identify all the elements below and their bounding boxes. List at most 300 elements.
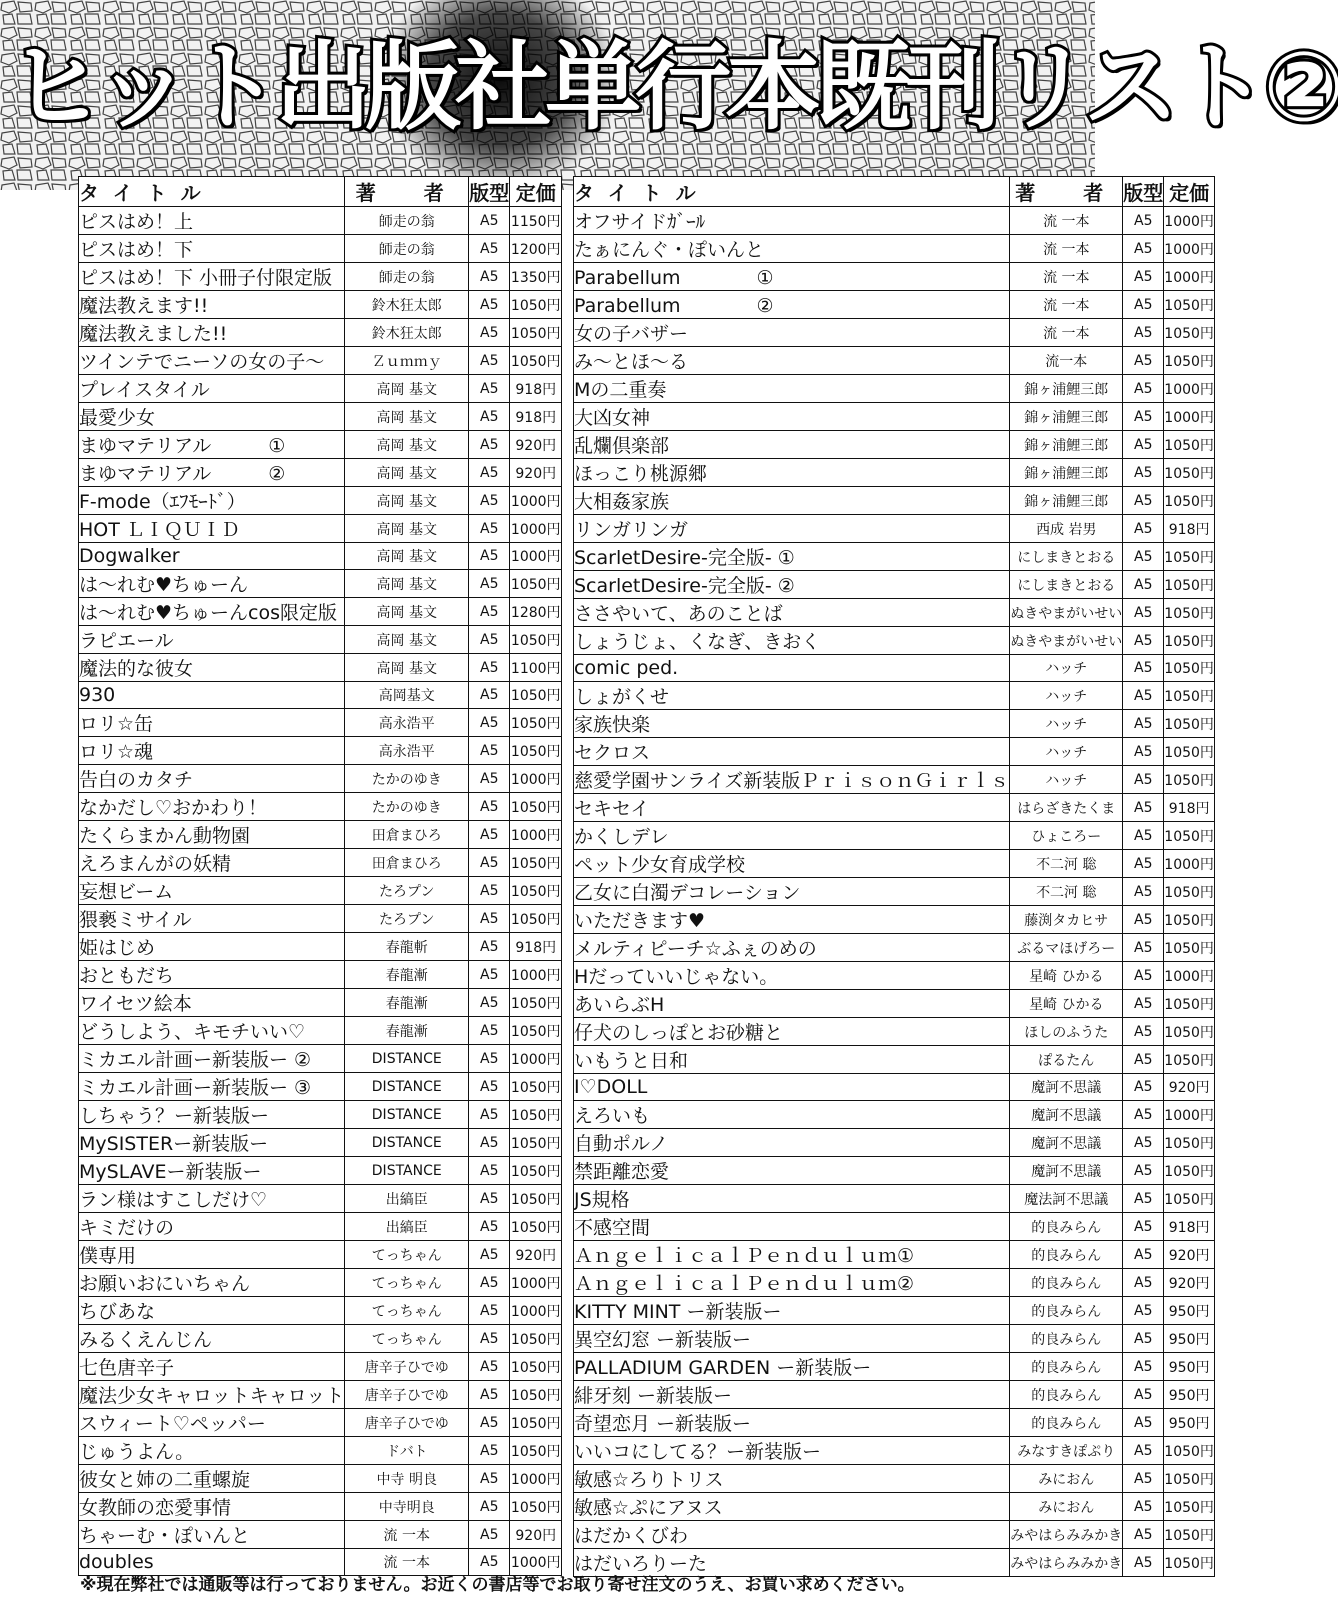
book-title-cell: 告白のカタチ (79, 765, 345, 793)
book-list-right (573, 176, 1215, 1577)
author-cell: みやはらみみかき (1010, 1521, 1123, 1549)
table-row (79, 1157, 562, 1185)
author-cell: 唐辛子ひでゆ (345, 1353, 469, 1381)
format-cell: A5 (1123, 1465, 1164, 1493)
price-cell: 1050円 (1164, 766, 1215, 794)
table-row (574, 543, 1215, 571)
table-row (574, 347, 1215, 375)
format-cell: A5 (1123, 1549, 1164, 1577)
format-cell: A5 (469, 1101, 510, 1129)
book-title-cell: 彼女と姉の二重螺旋 (79, 1465, 345, 1493)
format-cell: A5 (1123, 403, 1164, 431)
format-cell: A5 (1123, 906, 1164, 934)
table-row (79, 487, 562, 515)
table-row (574, 1241, 1215, 1269)
author-cell: 高岡 基文 (345, 626, 469, 654)
format-cell: A5 (469, 765, 510, 793)
format-cell: A5 (469, 570, 510, 598)
author-cell: たかのゆき (345, 793, 469, 821)
format-cell: A5 (1123, 850, 1164, 878)
book-title-cell: 最愛少女 (79, 403, 345, 431)
format-cell: A5 (469, 1129, 510, 1157)
table-row (79, 1353, 562, 1381)
book-title-cell: いもうと日和 (574, 1046, 1010, 1074)
table-row (574, 627, 1215, 655)
book-title-cell: しちゃう？ー新装版ー (79, 1101, 345, 1129)
price-cell: 1050円 (510, 1409, 562, 1437)
price-cell: 920円 (1164, 1074, 1215, 1101)
book-title-cell: ペット少女育成学校 (574, 850, 1010, 878)
author-cell: 師走の翁 (345, 263, 469, 291)
book-title-cell: ロリ☆魂 (79, 737, 345, 765)
table-row (574, 850, 1215, 878)
book-title-cell: Dogwalker (79, 543, 345, 570)
format-cell: A5 (469, 905, 510, 933)
footer-notice: ※現在弊社では通販等は行っておりません。お近くの書店等でお取り寄せ注文のうえ、お買い求めください。 (80, 1575, 915, 1595)
table-row (79, 849, 562, 877)
table-row (79, 1269, 562, 1297)
price-cell: 920円 (510, 459, 562, 487)
format-cell: A5 (469, 431, 510, 459)
table-row (574, 1521, 1215, 1549)
table-row (574, 1101, 1215, 1129)
table-row (574, 962, 1215, 990)
column-header-price: 定価 (510, 177, 562, 207)
book-title-cell: なかだし♡おかわり！ (79, 793, 345, 821)
book-title-cell: じゅうよん。 (79, 1437, 345, 1465)
table-row (79, 626, 562, 654)
price-cell: 1150円 (510, 207, 562, 235)
author-cell: 田倉まひろ (345, 821, 469, 849)
format-cell: A5 (1123, 235, 1164, 263)
column-header-format: 版型 (1123, 177, 1164, 207)
format-cell: A5 (469, 459, 510, 487)
price-cell: 1050円 (510, 709, 562, 737)
price-cell: 1050円 (510, 1381, 562, 1409)
book-title-cell: プレイスタイル (79, 375, 345, 403)
format-cell: A5 (1123, 319, 1164, 347)
format-cell: A5 (1123, 1381, 1164, 1409)
format-cell: A5 (1123, 655, 1164, 682)
price-cell: 1050円 (510, 682, 562, 709)
table-row (79, 291, 562, 319)
format-cell: A5 (469, 821, 510, 849)
author-cell: 的良みらん (1010, 1381, 1123, 1409)
table-row (79, 737, 562, 765)
book-title-cell: 奇望恋月 ー新装版ー (574, 1409, 1010, 1437)
book-title-cell: セクロス (574, 738, 1010, 766)
author-cell: 高永浩平 (345, 709, 469, 737)
format-cell: A5 (469, 515, 510, 543)
format-cell: A5 (1123, 1269, 1164, 1297)
table-row (79, 1465, 562, 1493)
column-header-author: 著 者 (1010, 177, 1123, 207)
book-title-cell: 仔犬のしっぽとお砂糖と (574, 1018, 1010, 1046)
format-cell: A5 (469, 737, 510, 765)
format-cell: A5 (469, 989, 510, 1017)
price-cell: 1050円 (1164, 682, 1215, 710)
price-cell: 1000円 (1164, 263, 1215, 291)
author-cell: DISTANCE (345, 1129, 469, 1157)
table-row (574, 487, 1215, 515)
price-cell: 1050円 (510, 1185, 562, 1213)
format-cell: A5 (1123, 1437, 1164, 1465)
table-row (574, 1437, 1215, 1465)
book-title-cell: ロリ☆缶 (79, 709, 345, 737)
price-cell: 1050円 (510, 849, 562, 877)
format-cell: A5 (469, 487, 510, 515)
price-cell: 1000円 (1164, 207, 1215, 235)
book-title-cell: メルティピーチ☆ふぇのめの (574, 934, 1010, 962)
price-cell: 1000円 (510, 961, 562, 989)
table-row (574, 375, 1215, 403)
author-cell: 不二河 聡 (1010, 850, 1123, 878)
author-cell: 師走の翁 (345, 235, 469, 263)
price-cell: 1050円 (510, 989, 562, 1017)
table-row (574, 1465, 1215, 1493)
format-cell: A5 (469, 1437, 510, 1465)
table-row (574, 906, 1215, 934)
author-cell: ぬきやまがいせい (1010, 599, 1123, 627)
price-cell: 1000円 (1164, 375, 1215, 403)
header-banner (0, 0, 1338, 190)
table-row (79, 515, 562, 543)
book-title-cell: I♡DOLL (574, 1074, 1010, 1101)
price-cell: 1050円 (510, 793, 562, 821)
format-cell: A5 (1123, 1353, 1164, 1381)
format-cell: A5 (1123, 515, 1164, 543)
price-cell: 1050円 (1164, 1521, 1215, 1549)
price-cell: 1050円 (510, 1073, 562, 1101)
author-cell: 高岡 基文 (345, 375, 469, 403)
table-row (79, 1213, 562, 1241)
author-cell: てっちゃん (345, 1325, 469, 1353)
table-row (79, 263, 562, 291)
book-title-cell: 妄想ビーム (79, 877, 345, 905)
book-title-cell: Hだっていいじゃない。 (574, 962, 1010, 990)
price-cell: 950円 (1164, 1325, 1215, 1353)
table-row (79, 989, 562, 1017)
author-cell: 唐辛子ひでゆ (345, 1381, 469, 1409)
format-cell: A5 (469, 1325, 510, 1353)
author-cell: ドバト (345, 1437, 469, 1465)
author-cell: 西成 岩男 (1010, 515, 1123, 543)
book-title-cell: はだいろりーた (574, 1549, 1010, 1577)
author-cell: 春龍漸 (345, 989, 469, 1017)
price-cell: 1050円 (510, 1017, 562, 1045)
price-cell: 920円 (510, 1521, 562, 1549)
book-list-left (78, 176, 562, 1576)
author-cell: てっちゃん (345, 1269, 469, 1297)
author-cell: 高岡 基文 (345, 570, 469, 598)
author-cell: ほしのふうた (1010, 1018, 1123, 1046)
table-row (79, 1409, 562, 1437)
author-cell: 高岡 基文 (345, 515, 469, 543)
author-cell: 中寺明良 (345, 1493, 469, 1521)
author-cell: たろプン (345, 877, 469, 905)
table-row (574, 655, 1215, 682)
book-title-cell: MySISTERー新装版ー (79, 1129, 345, 1157)
book-title-cell: ツインテでニーソの女の子～ (79, 347, 345, 375)
price-cell: 1000円 (510, 821, 562, 849)
author-cell: DISTANCE (345, 1045, 469, 1073)
table-row (574, 1129, 1215, 1157)
price-cell: 1050円 (1164, 1549, 1215, 1577)
price-cell: 1050円 (1164, 627, 1215, 655)
column-header-format: 版型 (469, 177, 510, 207)
format-cell: A5 (469, 207, 510, 235)
table-row (79, 1493, 562, 1521)
author-cell: ぽるたん (1010, 1046, 1123, 1074)
table-row (79, 1381, 562, 1409)
format-cell: A5 (1123, 543, 1164, 571)
table-row (574, 766, 1215, 794)
price-cell: 1050円 (1164, 599, 1215, 627)
author-cell: 流 一本 (1010, 319, 1123, 347)
book-title-cell: Mの二重奏 (574, 375, 1010, 403)
table-row (79, 1241, 562, 1269)
book-title-cell: F-mode（ｴﾌﾓｰﾄﾞ） (79, 487, 345, 515)
price-cell: 1050円 (510, 905, 562, 933)
author-cell: ハッチ (1010, 766, 1123, 794)
book-title-cell: いただきます♥ (574, 906, 1010, 934)
format-cell: A5 (469, 654, 510, 682)
format-cell: A5 (469, 1017, 510, 1045)
table-row (79, 1185, 562, 1213)
table-row (574, 738, 1215, 766)
table-row (79, 877, 562, 905)
book-title-cell: リンガリンガ (574, 515, 1010, 543)
table-row (79, 961, 562, 989)
book-title-cell: 大凶女神 (574, 403, 1010, 431)
format-cell: A5 (469, 1073, 510, 1101)
author-cell: Ｚｕｍｍｙ (345, 347, 469, 375)
format-cell: A5 (469, 933, 510, 961)
table-row (574, 822, 1215, 850)
format-cell: A5 (1123, 934, 1164, 962)
price-cell: 1050円 (510, 737, 562, 765)
table-row (79, 654, 562, 682)
book-title-cell: みるくえんじん (79, 1325, 345, 1353)
table-row (79, 821, 562, 849)
format-cell: A5 (469, 235, 510, 263)
price-cell: 920円 (1164, 1241, 1215, 1269)
price-cell: 918円 (1164, 1213, 1215, 1241)
author-cell: 流一本 (1010, 347, 1123, 375)
author-cell: DISTANCE (345, 1101, 469, 1129)
author-cell: みなすきぽぷり (1010, 1437, 1123, 1465)
table-row (79, 459, 562, 487)
book-title-cell: まゆマテリアル ① (79, 431, 345, 459)
table-row (574, 1381, 1215, 1409)
author-cell: 高岡 基文 (345, 431, 469, 459)
book-title-cell: は～れむ♥ちゅーんcos限定版 (79, 598, 345, 626)
book-title-cell: 自動ポルノ (574, 1129, 1010, 1157)
format-cell: A5 (1123, 1325, 1164, 1353)
author-cell: 流 一本 (1010, 235, 1123, 263)
format-cell: A5 (1123, 627, 1164, 655)
price-cell: 1000円 (1164, 962, 1215, 990)
author-cell: 出縞臣 (345, 1185, 469, 1213)
price-cell: 1050円 (1164, 571, 1215, 599)
format-cell: A5 (469, 1297, 510, 1325)
table-row (79, 403, 562, 431)
price-cell: 1050円 (510, 347, 562, 375)
table-row (79, 793, 562, 821)
book-title-cell: あいらぶH (574, 990, 1010, 1018)
book-title-cell: しょがくせ (574, 682, 1010, 710)
author-cell: 流 一本 (1010, 263, 1123, 291)
author-cell: 錦ヶ浦鯉三郎 (1010, 431, 1123, 459)
book-title-cell: doubles (79, 1549, 345, 1576)
book-title-cell: 女の子バザー (574, 319, 1010, 347)
author-cell: 不二河 聡 (1010, 878, 1123, 906)
author-cell: 鈴木狂太郎 (345, 319, 469, 347)
book-title-cell: ラン様はすこしだけ♡ (79, 1185, 345, 1213)
author-cell: 的良みらん (1010, 1409, 1123, 1437)
format-cell: A5 (469, 1185, 510, 1213)
author-cell: 藤渕タカヒサ (1010, 906, 1123, 934)
price-cell: 1050円 (510, 1101, 562, 1129)
price-cell: 1050円 (1164, 487, 1215, 515)
book-title-cell: ピスはめ！下 小冊子付限定版 (79, 263, 345, 291)
table-row (79, 709, 562, 737)
price-cell: 1050円 (510, 1157, 562, 1185)
format-cell: A5 (1123, 990, 1164, 1018)
price-cell: 1050円 (1164, 347, 1215, 375)
book-title-cell: ほっこり桃源郷 (574, 459, 1010, 487)
author-cell: 高岡 基文 (345, 543, 469, 570)
book-title-cell: たぁにんぐ・ぽいんと (574, 235, 1010, 263)
column-header-title: タイトル (574, 177, 1010, 207)
book-title-cell: 僕専用 (79, 1241, 345, 1269)
book-title-cell: HOT ＬＩＱＵＩＤ (79, 515, 345, 543)
book-title-cell: ワイセツ絵本 (79, 989, 345, 1017)
table-row (574, 934, 1215, 962)
table-row (574, 459, 1215, 487)
price-cell: 918円 (510, 403, 562, 431)
table-row (574, 1325, 1215, 1353)
table-row (79, 235, 562, 263)
price-cell: 1000円 (510, 1297, 562, 1325)
table-row (574, 794, 1215, 822)
price-cell: 920円 (510, 431, 562, 459)
table-row (79, 431, 562, 459)
format-cell: A5 (469, 1269, 510, 1297)
table-row (574, 1409, 1215, 1437)
book-title-cell: 魔法的な彼女 (79, 654, 345, 682)
book-title-cell: お願いおにいちゃん (79, 1269, 345, 1297)
book-title-cell: おともだち (79, 961, 345, 989)
price-cell: 950円 (1164, 1297, 1215, 1325)
table-header-row (574, 177, 1215, 207)
price-cell: 1050円 (1164, 1129, 1215, 1157)
price-cell: 1050円 (510, 1437, 562, 1465)
table-row (79, 347, 562, 375)
price-cell: 1000円 (1164, 850, 1215, 878)
format-cell: A5 (469, 403, 510, 431)
author-cell: 師走の翁 (345, 207, 469, 235)
price-cell: 1050円 (510, 1493, 562, 1521)
author-cell: てっちゃん (345, 1297, 469, 1325)
author-cell: 的良みらん (1010, 1213, 1123, 1241)
author-cell: 鈴木狂太郎 (345, 291, 469, 319)
author-cell: 的良みらん (1010, 1269, 1123, 1297)
table-row (574, 235, 1215, 263)
book-title-cell: 家族快楽 (574, 710, 1010, 738)
book-title-cell: Parabellum ② (574, 291, 1010, 319)
format-cell: A5 (1123, 1241, 1164, 1269)
author-cell: 的良みらん (1010, 1353, 1123, 1381)
price-cell: 1050円 (1164, 291, 1215, 319)
table-row (574, 1046, 1215, 1074)
format-cell: A5 (1123, 794, 1164, 822)
price-cell: 918円 (1164, 794, 1215, 822)
format-cell: A5 (1123, 347, 1164, 375)
book-title-cell: comic ped. (574, 655, 1010, 682)
table-row (574, 263, 1215, 291)
book-title-cell: ちゃーむ・ぽいんと (79, 1521, 345, 1549)
author-cell: DISTANCE (345, 1073, 469, 1101)
table-row (79, 319, 562, 347)
book-title-cell: 魔法少女キャロットキャロット (79, 1381, 345, 1409)
author-cell: たろプン (345, 905, 469, 933)
price-cell: 1050円 (1164, 878, 1215, 906)
table-row (79, 1017, 562, 1045)
book-title-cell: しょうじょ、くなぎ、きおく (574, 627, 1010, 655)
price-cell: 1050円 (1164, 319, 1215, 347)
format-cell: A5 (1123, 1213, 1164, 1241)
book-title-cell: 異空幻窓 ー新装版ー (574, 1325, 1010, 1353)
table-row (574, 1297, 1215, 1325)
format-cell: A5 (1123, 599, 1164, 627)
table-row (79, 1437, 562, 1465)
table-row (574, 682, 1215, 710)
book-title-cell: 魔法教えました!! (79, 319, 345, 347)
author-cell: にしまきとおる (1010, 543, 1123, 571)
format-cell: A5 (469, 1521, 510, 1549)
table-row (574, 291, 1215, 319)
table-row (574, 1269, 1215, 1297)
author-cell: たかのゆき (345, 765, 469, 793)
format-cell: A5 (469, 1409, 510, 1437)
format-cell: A5 (1123, 766, 1164, 794)
format-cell: A5 (469, 849, 510, 877)
price-cell: 918円 (510, 375, 562, 403)
book-title-cell: ピスはめ！上 (79, 207, 345, 235)
format-cell: A5 (469, 1045, 510, 1073)
price-cell: 950円 (1164, 1353, 1215, 1381)
book-title-cell: JS規格 (574, 1185, 1010, 1213)
author-cell: 田倉まひろ (345, 849, 469, 877)
book-title-cell: ささやいて、あのことば (574, 599, 1010, 627)
book-title-cell: はだかくびわ (574, 1521, 1010, 1549)
price-cell: 1050円 (510, 319, 562, 347)
book-title-cell: MySLAVEー新装版ー (79, 1157, 345, 1185)
table-row (79, 375, 562, 403)
price-cell: 1050円 (1164, 1465, 1215, 1493)
table-row (79, 1101, 562, 1129)
format-cell: A5 (469, 1353, 510, 1381)
price-cell: 1000円 (510, 1549, 562, 1576)
format-cell: A5 (469, 793, 510, 821)
format-cell: A5 (1123, 878, 1164, 906)
book-title-cell: ＡｎｇｅｌｉｃａｌＰｅｎｄｕｌｕｍ② (574, 1269, 1010, 1297)
format-cell: A5 (1123, 431, 1164, 459)
author-cell: はらざきたくま (1010, 794, 1123, 822)
price-cell: 1050円 (1164, 1046, 1215, 1074)
table-row (79, 570, 562, 598)
